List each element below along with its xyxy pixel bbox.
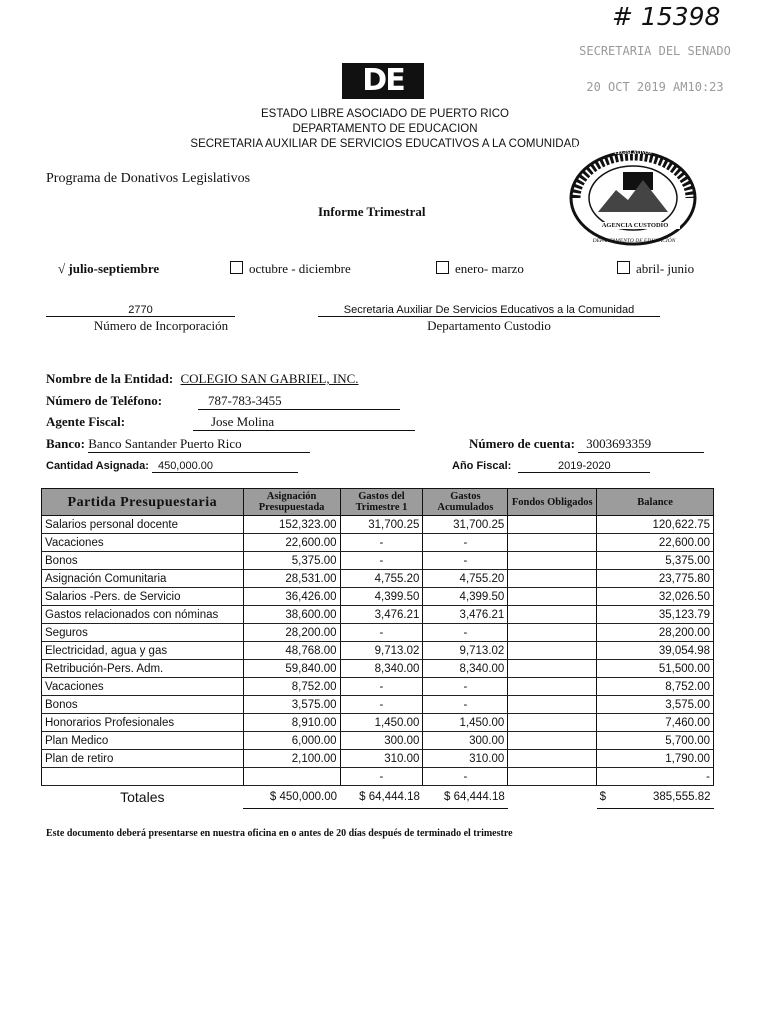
table-row [42,660,714,678]
cell-partida: Gastos relacionados con nóminas [42,606,244,624]
cell-balance: 35,123.79 [597,606,714,624]
cell-balance: 120,622.75 [597,516,714,534]
cell-gastos-acumulados: 8,340.00 [423,660,508,678]
cell-asignacion: 152,323.00 [243,516,340,534]
cell-gastos-trimestre: - [340,624,423,642]
quarter-julio-septiembre [58,261,159,277]
bank-label: Banco: [46,436,85,451]
cell-gastos-trimestre: 8,340.00 [340,660,423,678]
handwritten-number: # 15398 [612,2,721,31]
totals-row [42,786,714,809]
table-row [42,642,714,660]
cell-fondos-obligados [508,534,597,552]
incorporation-label: Número de Incorporación [93,318,229,333]
table-row [42,588,714,606]
total-trimestre: $ 64,444.18 [340,786,423,809]
table-header-row [42,489,714,516]
phone-value: 787-783-3455 [198,393,400,410]
account-value: 3003693359 [578,436,704,453]
stamp-line-2: 20 OCT 2019 AM10:23 [586,80,724,94]
table-row [42,606,714,624]
cell-balance: 22,600.00 [597,534,714,552]
table-row [42,534,714,552]
quarter-2-label: octubre - diciembre [249,261,351,276]
cell-balance: 8,752.00 [597,678,714,696]
assigned-row [46,460,298,473]
cell-gastos-acumulados: 4,755.20 [423,570,508,588]
header-line-1: ESTADO LIBRE ASOCIADO DE PUERTO RICO [261,108,509,120]
checkbox-icon[interactable] [230,261,243,274]
fiscal-value: 2019-2020 [518,460,650,473]
cell-gastos-acumulados: - [423,552,508,570]
cell-fondos-obligados [508,642,597,660]
phone-label: Número de Teléfono: [46,393,163,408]
custodian-label: Departamento Custodio [427,318,551,333]
cell-asignacion: 28,531.00 [243,570,340,588]
cell-gastos-trimestre: 4,755.20 [340,570,423,588]
quarter-4-label: abril- junio [636,261,695,276]
cell-partida: Honorarios Profesionales [42,714,244,732]
agency-seal [567,146,699,250]
cell-partida: Asignación Comunitaria [42,570,244,588]
cell-balance: 7,460.00 [597,714,714,732]
cell-partida: Bonos [42,696,244,714]
cell-gastos-acumulados: - [423,768,508,786]
table-row [42,570,714,588]
quarter-abril-junio [617,261,694,277]
cell-partida: Plan Medico [42,732,244,750]
table-row [42,714,714,732]
fiscal-label: Año Fiscal: [452,460,512,472]
table-row [42,732,714,750]
cell-balance: 32,026.50 [597,588,714,606]
cell-gastos-acumulados: - [423,696,508,714]
cell-balance: 3,575.00 [597,696,714,714]
cell-asignacion: 8,910.00 [243,714,340,732]
cell-asignacion: 6,000.00 [243,732,340,750]
cell-asignacion: 36,426.00 [243,588,340,606]
table-row [42,624,714,642]
incorporation-number: 2770 [46,304,235,317]
cell-balance: 39,054.98 [597,642,714,660]
cell-gastos-acumulados: 310.00 [423,750,508,768]
cell-gastos-trimestre: - [340,552,423,570]
cell-fondos-obligados [508,732,597,750]
cell-asignacion: 3,575.00 [243,696,340,714]
cell-gastos-trimestre: 31,700.25 [340,516,423,534]
cell-asignacion: 38,600.00 [243,606,340,624]
assigned-value: 450,000.00 [152,460,298,473]
report-title: Informe Trimestral [318,204,426,219]
cell-gastos-trimestre: 9,713.02 [340,642,423,660]
cell-partida: Electricidad, agua y gas [42,642,244,660]
quarter-3-label: enero- marzo [455,261,524,276]
header-asignacion: Asignación Presupuestada [243,489,340,516]
cell-gastos-trimestre: - [340,678,423,696]
bank-value: Banco Santander Puerto Rico [88,436,310,453]
cell-gastos-acumulados: 1,450.00 [423,714,508,732]
cell-fondos-obligados [508,624,597,642]
table-row [42,678,714,696]
seal-outer-text: COMISIÓN ESPECIAL CONJUNTA SOBRE DONATIVOS LEGISLATIVOS [567,146,699,156]
cell-gastos-acumulados: 31,700.25 [423,516,508,534]
cell-fondos-obligados [508,696,597,714]
cell-balance: 5,700.00 [597,732,714,750]
seal-inner-label: AGENCIA CUSTODIO [590,222,680,229]
cell-fondos-obligados [508,552,597,570]
cell-fondos-obligados [508,588,597,606]
seal-graphic [568,150,698,250]
stamp-line-1: SECRETARIA DEL SENADO [579,44,731,58]
entity-name-label: Nombre de la Entidad: [46,371,174,386]
cell-fondos-obligados [508,750,597,768]
cell-gastos-acumulados: - [423,624,508,642]
cell-asignacion: 2,100.00 [243,750,340,768]
cell-gastos-acumulados: 300.00 [423,732,508,750]
table-row [42,552,714,570]
cell-fondos-obligados [508,714,597,732]
header-partida: Partida Presupuestaria [42,489,244,516]
entity-name-row [46,371,359,387]
table-row [42,516,714,534]
logo-letters: DE [362,63,404,98]
total-acumulado: $ 64,444.18 [423,786,508,809]
cell-fondos-obligados [508,516,597,534]
header-line-2: DEPARTAMENTO DE EDUCACION [292,123,478,135]
agent-value: Jose Molina [193,414,415,431]
cell-balance: 51,500.00 [597,660,714,678]
table-row [42,696,714,714]
cell-fondos-obligados [508,660,597,678]
cell-gastos-trimestre: - [340,768,423,786]
bank-row [46,436,310,453]
assigned-label: Cantidad Asignada: [46,460,149,472]
fiscal-row [452,460,650,473]
cell-balance: 1,790.00 [597,750,714,768]
cell-gastos-acumulados: 3,476.21 [423,606,508,624]
footer-note: Este documento deberá presentarse en nuestra oficina en o antes de 20 días después de terminado el trimestre [46,828,513,839]
checkbox-icon[interactable] [436,261,449,274]
cell-gastos-trimestre: - [340,696,423,714]
cell-balance: 5,375.00 [597,552,714,570]
cell-gastos-acumulados: - [423,678,508,696]
budget-table [41,488,714,809]
cell-partida: Salarios -Pers. de Servicio [42,588,244,606]
cell-fondos-obligados [508,768,597,786]
cell-asignacion: 28,200.00 [243,624,340,642]
cell-partida: Vacaciones [42,678,244,696]
cell-partida: Seguros [42,624,244,642]
cell-asignacion: 48,768.00 [243,642,340,660]
cell-partida: Plan de retiro [42,750,244,768]
header-balance: Balance [597,489,714,516]
header-fondos-obligados: Fondos Obligados [508,489,597,516]
checkmark-icon: √ [58,261,66,276]
header-line-3: SECRETARIA AUXILIAR DE SERVICIOS EDUCATIVOS A LA COMUNIDAD [190,138,580,150]
total-balance: 385,555.82 [652,791,711,803]
program-name: Programa de Donativos Legislativos [46,171,251,186]
total-obligados [508,786,597,809]
total-balance-symbol: $ [599,791,607,803]
cell-gastos-acumulados: 9,713.02 [423,642,508,660]
cell-balance: 23,775.80 [597,570,714,588]
total-asignacion: $ 450,000.00 [243,786,340,809]
account-label: Número de cuenta: [469,436,575,451]
custodian-value: Secretaria Auxiliar De Servicios Educativos a la Comunidad [318,304,660,317]
checkbox-icon[interactable] [617,261,630,274]
cell-fondos-obligados [508,606,597,624]
totals-label: Totales [120,789,165,806]
cell-gastos-trimestre: 1,450.00 [340,714,423,732]
cell-gastos-acumulados: - [423,534,508,552]
cell-fondos-obligados [508,678,597,696]
cell-asignacion: 5,375.00 [243,552,340,570]
table-row [42,750,714,768]
cell-gastos-acumulados: 4,399.50 [423,588,508,606]
cell-partida: Retribución-Pers. Adm. [42,660,244,678]
cell-gastos-trimestre: 310.00 [340,750,423,768]
cell-asignacion: 22,600.00 [243,534,340,552]
seal-bottom-text: DEPARTAMENTO DE EDUCACIÓN [592,238,676,244]
cell-asignacion [243,768,340,786]
header-gastos-trimestre: Gastos del Trimestre 1 [340,489,423,516]
cell-gastos-trimestre: 3,476.21 [340,606,423,624]
entity-name: COLEGIO SAN GABRIEL, INC. [180,371,359,386]
cell-gastos-trimestre: - [340,534,423,552]
account-row [469,436,704,453]
cell-asignacion: 8,752.00 [243,678,340,696]
quarter-1-label: julio-septiembre [68,261,160,276]
cell-partida: Salarios personal docente [42,516,244,534]
cell-gastos-trimestre: 300.00 [340,732,423,750]
received-stamp [575,44,735,94]
quarter-octubre-diciembre [230,261,351,277]
table-row [42,768,714,786]
cell-partida [42,768,244,786]
header-gastos-acumulados: Gastos Acumulados [423,489,508,516]
cell-gastos-trimestre: 4,399.50 [340,588,423,606]
agent-label: Agente Fiscal: [46,414,126,429]
cell-partida: Bonos [42,552,244,570]
cell-balance: - [597,768,714,786]
cell-asignacion: 59,840.00 [243,660,340,678]
total-balance-cell [597,786,714,809]
cell-partida: Vacaciones [42,534,244,552]
cell-fondos-obligados [508,570,597,588]
cell-balance: 28,200.00 [597,624,714,642]
de-logo [342,63,424,99]
quarter-enero-marzo [436,261,524,277]
